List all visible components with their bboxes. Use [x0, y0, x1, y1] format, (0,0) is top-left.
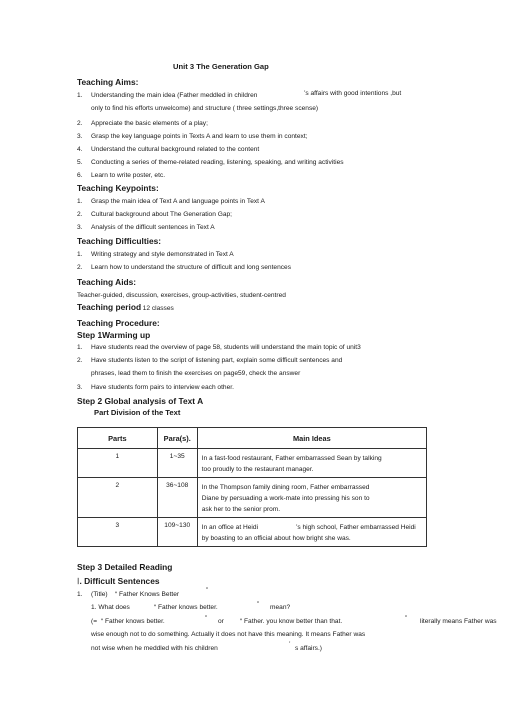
- list-number: 2.: [77, 264, 83, 271]
- sentence-fragment: ’: [289, 641, 291, 648]
- table-row: [78, 449, 427, 478]
- list-number: 1.: [77, 92, 83, 99]
- aims-heading: Teaching Aims:: [77, 77, 139, 87]
- sentence-fragment: ”: [405, 615, 408, 622]
- part-cell: 2: [78, 478, 158, 518]
- column-header: Parts: [78, 428, 158, 449]
- main-idea-cell: [197, 518, 426, 547]
- roman-numeral: Ⅰ: [77, 576, 80, 586]
- column-header: Main Ideas: [197, 428, 426, 449]
- list-item-continuation: phrases, lead them to finish the exercises on page59, check the answer: [91, 370, 301, 377]
- list-item: Appreciate the basic elements of a play;: [91, 120, 208, 127]
- list-number: 3.: [77, 224, 83, 231]
- paras-cell: 1~35: [157, 449, 197, 478]
- main-idea-line: too proudly to the restaurant manager.: [201, 466, 314, 473]
- part-cell: 3: [78, 518, 158, 547]
- procedure-heading: Teaching Procedure:: [77, 318, 160, 328]
- main-idea-cell: [197, 449, 426, 478]
- list-item: Have students form pairs to interview each other.: [91, 384, 234, 391]
- sentence-fragment: “ Father. you know better than that.: [240, 618, 343, 625]
- step3-heading: Step 3 Detailed Reading: [77, 562, 173, 572]
- sentence-fragment: (=: [91, 618, 98, 625]
- sentence-fragment: or: [218, 618, 224, 625]
- table-row: [78, 478, 427, 518]
- period-heading: Teaching period: [77, 302, 142, 312]
- step2-heading: Step 2 Global analysis of Text A: [77, 396, 204, 406]
- list-item: Learn how to understand the structure of difficult and long sentences: [91, 264, 292, 271]
- main-idea-line: by boasting to an official about how bright she was.: [201, 535, 351, 542]
- sentence-line: wise enough not to do something. Actually it does not have this meaning. It means Father was: [91, 631, 366, 638]
- list-item: Analysis of the difficult sentences in Text A: [91, 224, 215, 231]
- sentence-fragment: “ Father Knows Better: [115, 591, 180, 598]
- list-item: Have students listen to the script of listening part, explain some difficult sentences and: [91, 357, 343, 364]
- difficult-sentences-heading: [77, 576, 160, 586]
- sentence-fragment: s affairs.): [295, 645, 322, 652]
- sentence-fragment: literally means Father was: [420, 618, 497, 625]
- page-title: Unit 3 The Generation Gap: [173, 62, 269, 71]
- main-idea-line: Diane by persuading a work-mate into pressing his son to: [201, 495, 370, 502]
- part-cell: 1: [78, 449, 158, 478]
- list-number: 5.: [77, 159, 83, 166]
- main-idea-line: [202, 522, 422, 533]
- main-idea-line: In a fast-food restaurant, Father embarrassed Sean by talking: [201, 455, 382, 462]
- difficult-sentences-label: . Difficult Sentences: [79, 576, 160, 586]
- paras-cell: 36~108: [157, 478, 197, 518]
- list-number: 1.: [77, 344, 83, 351]
- list-number: 1.: [77, 251, 83, 258]
- list-item: Grasp the main idea of Text A and language points in Text A: [91, 198, 265, 205]
- difficulties-heading: Teaching Difficulties:: [77, 236, 162, 246]
- sentence-fragment: 1. What does: [91, 604, 130, 611]
- column-header: Para(s).: [157, 428, 197, 449]
- step2-subheading: Part Division of the Text: [94, 408, 181, 417]
- step1-heading: Step 1Warming up: [77, 330, 151, 340]
- main-idea-line: ask her to the senior prom.: [201, 506, 281, 513]
- list-item: Conducting a series of theme-related reading, listening, speaking, and writing activities: [91, 159, 344, 166]
- sentence-fragment: mean?: [270, 604, 291, 611]
- period-text: : 12 classes: [139, 305, 174, 312]
- list-item: Learn to write poster, etc.: [91, 172, 166, 179]
- paras-cell: 109~130: [157, 518, 197, 547]
- aids-heading: Teaching Aids:: [77, 277, 137, 287]
- main-idea-line: In the Thompson family dining room, Father embarrassed: [201, 484, 370, 491]
- sentence-fragment: “ Father knows better.: [154, 604, 218, 611]
- keypoints-heading: Teaching Keypoints:: [77, 183, 159, 193]
- list-item: Writing strategy and style demonstrated in Text A: [91, 251, 234, 258]
- table-row: [78, 518, 427, 547]
- list-item: Grasp the key language points in Texts A and learn to use them in context;: [91, 133, 308, 140]
- list-number: 2.: [77, 357, 83, 364]
- list-item: Have students read the overview of page 58, students will understand the main topic of unit3: [91, 344, 361, 351]
- list-number: 4.: [77, 146, 83, 153]
- main-idea-fragment: In an office at Heidi: [201, 524, 259, 531]
- list-item-continuation: only to find his efforts unwelcome) and structure ( three settings,three scense): [91, 105, 319, 112]
- main-idea-cell: [197, 478, 426, 518]
- list-number: 3.: [77, 384, 83, 391]
- list-number: 3.: [77, 133, 83, 140]
- list-number: 1.: [77, 198, 83, 205]
- list-item: Understanding the main idea (Father meddled in children: [91, 92, 258, 99]
- sentence-fragment: ”: [257, 601, 260, 608]
- list-item: Cultural background about The Generation Gap;: [91, 211, 233, 218]
- sentence-fragment: not wise when he meddled with his children: [91, 645, 218, 652]
- aids-text: Teacher-guided, discussion, exercises, group-activities, student-centred: [77, 292, 286, 299]
- list-number: 2.: [77, 120, 83, 127]
- list-number: 2.: [77, 211, 83, 218]
- list-number: 1.: [77, 591, 83, 598]
- table-header-row: [78, 428, 427, 449]
- parts-table: [77, 427, 427, 547]
- sentence-fragment: ”: [205, 615, 208, 622]
- list-item: Understand the cultural background related to the content: [91, 146, 260, 153]
- list-item-fragment: ’s affairs with good intentions ,but: [304, 90, 402, 97]
- sentence-fragment: “ Father knows better.: [101, 618, 165, 625]
- list-number: 6.: [77, 172, 83, 179]
- sentence-fragment: ”: [206, 587, 209, 594]
- sentence-fragment: (Title): [91, 591, 108, 598]
- main-idea-fragment: ’s high school, Father embarrassed Heidi: [296, 524, 416, 531]
